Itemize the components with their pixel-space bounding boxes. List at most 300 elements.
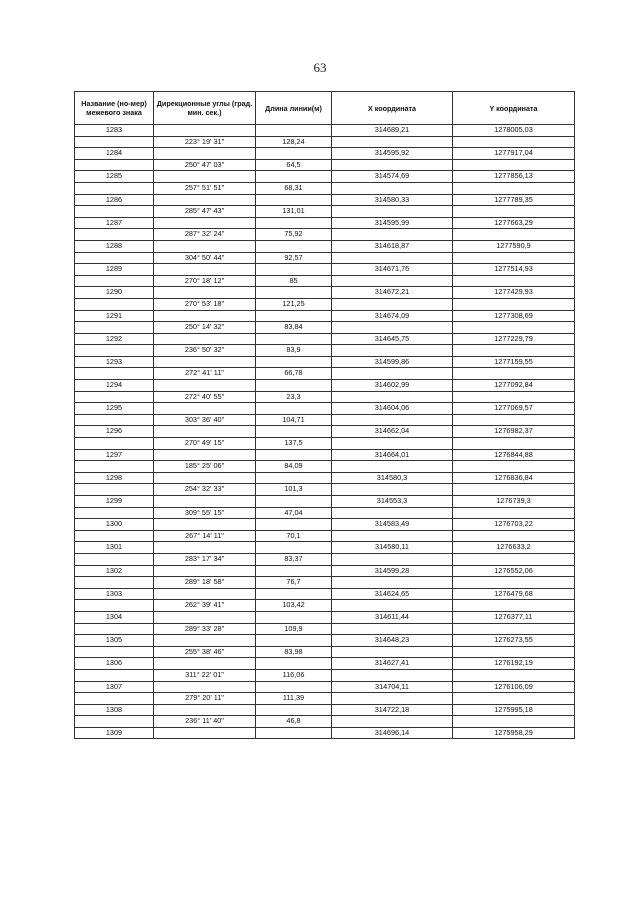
- line-length: 83,9: [256, 345, 332, 357]
- table-row-segment: [75, 507, 575, 519]
- point-name: 1299: [75, 496, 154, 508]
- line-length: 66,78: [256, 368, 332, 380]
- table-row-point: [75, 380, 575, 392]
- empty-cell: [332, 322, 453, 334]
- empty-cell: [256, 565, 332, 577]
- empty-cell: [453, 438, 575, 450]
- empty-cell: [154, 588, 256, 600]
- directional-angle: 185° 25' 06": [154, 461, 256, 473]
- x-coordinate: 314574,69: [332, 171, 453, 183]
- line-length: 23,3: [256, 391, 332, 403]
- table-row-point: [75, 704, 575, 716]
- empty-cell: [256, 658, 332, 670]
- directional-angle: 270° 49' 15": [154, 438, 256, 450]
- directional-angle: 287° 32' 24": [154, 229, 256, 241]
- x-coordinate: 314604,06: [332, 403, 453, 415]
- table-row-segment: [75, 438, 575, 450]
- directional-angle: 270° 53' 18": [154, 298, 256, 310]
- line-length: 46,8: [256, 716, 332, 728]
- y-coordinate: 1277092,84: [453, 380, 575, 392]
- empty-cell: [75, 136, 154, 148]
- page-number: 63: [313, 60, 327, 75]
- empty-cell: [75, 577, 154, 589]
- empty-cell: [154, 356, 256, 368]
- empty-cell: [75, 414, 154, 426]
- empty-cell: [75, 438, 154, 450]
- point-name: 1287: [75, 217, 154, 229]
- empty-cell: [453, 414, 575, 426]
- table-row-point: [75, 658, 575, 670]
- x-coordinate: 314671,76: [332, 264, 453, 276]
- directional-angle: 255° 38' 46": [154, 646, 256, 658]
- line-length: 116,06: [256, 669, 332, 681]
- directional-angle: 283° 17' 34": [154, 553, 256, 565]
- empty-cell: [332, 368, 453, 380]
- table-row-segment: [75, 693, 575, 705]
- x-coordinate: 314704,11: [332, 681, 453, 693]
- point-name: 1293: [75, 356, 154, 368]
- empty-cell: [332, 182, 453, 194]
- directional-angle: 267° 14' 11": [154, 530, 256, 542]
- table-row-point: [75, 403, 575, 415]
- directional-angle: 250° 47' 03": [154, 159, 256, 171]
- table-row-point: [75, 194, 575, 206]
- empty-cell: [453, 669, 575, 681]
- line-length: 83,84: [256, 322, 332, 334]
- y-coordinate: 1277429,93: [453, 287, 575, 299]
- table-row-point: [75, 426, 575, 438]
- empty-cell: [154, 519, 256, 531]
- empty-cell: [154, 635, 256, 647]
- empty-cell: [453, 600, 575, 612]
- empty-cell: [332, 438, 453, 450]
- empty-cell: [256, 449, 332, 461]
- empty-cell: [256, 240, 332, 252]
- empty-cell: [256, 310, 332, 322]
- empty-cell: [75, 391, 154, 403]
- line-length: 84,09: [256, 461, 332, 473]
- empty-cell: [453, 716, 575, 728]
- empty-cell: [332, 553, 453, 565]
- table-row-point: [75, 588, 575, 600]
- empty-cell: [453, 484, 575, 496]
- y-coordinate: 1276479,68: [453, 588, 575, 600]
- y-coordinate: 1278005,03: [453, 125, 575, 137]
- table-row-segment: [75, 553, 575, 565]
- empty-cell: [332, 646, 453, 658]
- line-length: 75,92: [256, 229, 332, 241]
- empty-cell: [154, 125, 256, 137]
- x-coordinate: 314553,3: [332, 496, 453, 508]
- empty-cell: [453, 623, 575, 635]
- line-length: 68,31: [256, 182, 332, 194]
- point-name: 1309: [75, 727, 154, 739]
- line-length: 47,04: [256, 507, 332, 519]
- table-header-row: [75, 92, 575, 125]
- x-coordinate: 314722,18: [332, 704, 453, 716]
- empty-cell: [332, 600, 453, 612]
- table-row-point: [75, 240, 575, 252]
- empty-cell: [332, 461, 453, 473]
- directional-angle: 309° 55' 15": [154, 507, 256, 519]
- empty-cell: [453, 159, 575, 171]
- empty-cell: [154, 542, 256, 554]
- empty-cell: [332, 391, 453, 403]
- table-row-segment: [75, 136, 575, 148]
- point-name: 1300: [75, 519, 154, 531]
- table-row-point: [75, 565, 575, 577]
- empty-cell: [154, 704, 256, 716]
- header-angles: Дирекционные углы (град. мин. сек.): [154, 92, 256, 125]
- empty-cell: [154, 472, 256, 484]
- header-name: Название (но-мер) межевого знака: [75, 92, 154, 125]
- empty-cell: [154, 287, 256, 299]
- x-coordinate: 314645,75: [332, 333, 453, 345]
- empty-cell: [332, 252, 453, 264]
- empty-cell: [75, 507, 154, 519]
- x-coordinate: 314618,87: [332, 240, 453, 252]
- table-row-segment: [75, 182, 575, 194]
- y-coordinate: 1277159,55: [453, 356, 575, 368]
- point-name: 1308: [75, 704, 154, 716]
- table-row-segment: [75, 669, 575, 681]
- point-name: 1285: [75, 171, 154, 183]
- empty-cell: [75, 461, 154, 473]
- empty-cell: [256, 264, 332, 276]
- point-name: 1290: [75, 287, 154, 299]
- header-x: X координата: [332, 92, 453, 125]
- empty-cell: [256, 148, 332, 160]
- directional-angle: 279° 20' 11": [154, 693, 256, 705]
- y-coordinate: 1277590,9: [453, 240, 575, 252]
- directional-angle: 262° 39' 41": [154, 600, 256, 612]
- line-length: 137,5: [256, 438, 332, 450]
- empty-cell: [75, 669, 154, 681]
- x-coordinate: 314580,33: [332, 194, 453, 206]
- empty-cell: [154, 333, 256, 345]
- x-coordinate: 314611,44: [332, 611, 453, 623]
- y-coordinate: 1276106,09: [453, 681, 575, 693]
- table-row-point: [75, 611, 575, 623]
- empty-cell: [256, 635, 332, 647]
- directional-angle: 272° 40' 55": [154, 391, 256, 403]
- empty-cell: [154, 194, 256, 206]
- point-name: 1298: [75, 472, 154, 484]
- empty-cell: [453, 182, 575, 194]
- empty-cell: [154, 611, 256, 623]
- table-row-point: [75, 496, 575, 508]
- empty-cell: [332, 716, 453, 728]
- line-length: 76,7: [256, 577, 332, 589]
- table-row-segment: [75, 577, 575, 589]
- line-length: 64,5: [256, 159, 332, 171]
- point-name: 1294: [75, 380, 154, 392]
- line-length: 83,98: [256, 646, 332, 658]
- line-length: 128,24: [256, 136, 332, 148]
- empty-cell: [154, 565, 256, 577]
- directional-angle: 254° 32' 33": [154, 484, 256, 496]
- x-coordinate: 314599,86: [332, 356, 453, 368]
- empty-cell: [256, 125, 332, 137]
- header-y: Y координата: [453, 92, 575, 125]
- empty-cell: [453, 322, 575, 334]
- table-row-point: [75, 472, 575, 484]
- table-row-point: [75, 519, 575, 531]
- y-coordinate: 1276739,3: [453, 496, 575, 508]
- directional-angle: 257° 51' 51": [154, 182, 256, 194]
- empty-cell: [453, 646, 575, 658]
- table-row-segment: [75, 716, 575, 728]
- table-row-segment: [75, 600, 575, 612]
- coordinates-table: [74, 91, 575, 739]
- table-row-point: [75, 727, 575, 739]
- empty-cell: [256, 542, 332, 554]
- y-coordinate: 1277069,57: [453, 403, 575, 415]
- point-name: 1305: [75, 635, 154, 647]
- directional-angle: 236° 50' 32": [154, 345, 256, 357]
- line-length: 131,01: [256, 206, 332, 218]
- table-row-segment: [75, 322, 575, 334]
- line-length: 70,1: [256, 530, 332, 542]
- x-coordinate: 314599,28: [332, 565, 453, 577]
- point-name: 1302: [75, 565, 154, 577]
- point-name: 1303: [75, 588, 154, 600]
- x-coordinate: 314672,21: [332, 287, 453, 299]
- empty-cell: [256, 356, 332, 368]
- empty-cell: [75, 252, 154, 264]
- empty-cell: [453, 206, 575, 218]
- empty-cell: [332, 345, 453, 357]
- table-row-point: [75, 635, 575, 647]
- y-coordinate: 1277856,13: [453, 171, 575, 183]
- coordinates-table-container: [74, 91, 574, 739]
- empty-cell: [154, 217, 256, 229]
- empty-cell: [453, 693, 575, 705]
- empty-cell: [332, 206, 453, 218]
- directional-angle: 270° 18' 12": [154, 275, 256, 287]
- y-coordinate: 1276273,55: [453, 635, 575, 647]
- point-name: 1306: [75, 658, 154, 670]
- empty-cell: [453, 368, 575, 380]
- line-length: 104,71: [256, 414, 332, 426]
- table-row-point: [75, 310, 575, 322]
- point-name: 1295: [75, 403, 154, 415]
- line-length: 92,57: [256, 252, 332, 264]
- empty-cell: [154, 449, 256, 461]
- y-coordinate: 1275958,29: [453, 727, 575, 739]
- empty-cell: [332, 159, 453, 171]
- point-name: 1307: [75, 681, 154, 693]
- empty-cell: [256, 194, 332, 206]
- empty-cell: [332, 577, 453, 589]
- empty-cell: [256, 588, 332, 600]
- empty-cell: [256, 380, 332, 392]
- empty-cell: [332, 669, 453, 681]
- empty-cell: [154, 496, 256, 508]
- empty-cell: [332, 136, 453, 148]
- directional-angle: 250° 14' 32": [154, 322, 256, 334]
- line-length: 111,39: [256, 693, 332, 705]
- empty-cell: [154, 681, 256, 693]
- table-row-segment: [75, 368, 575, 380]
- point-name: 1284: [75, 148, 154, 160]
- empty-cell: [75, 553, 154, 565]
- y-coordinate: 1276703,22: [453, 519, 575, 531]
- empty-cell: [75, 298, 154, 310]
- empty-cell: [75, 716, 154, 728]
- empty-cell: [256, 333, 332, 345]
- empty-cell: [256, 426, 332, 438]
- table-row-segment: [75, 159, 575, 171]
- empty-cell: [154, 403, 256, 415]
- empty-cell: [453, 275, 575, 287]
- empty-cell: [332, 298, 453, 310]
- empty-cell: [332, 414, 453, 426]
- empty-cell: [154, 171, 256, 183]
- line-length: 109,9: [256, 623, 332, 635]
- y-coordinate: 1276192,19: [453, 658, 575, 670]
- table-row-segment: [75, 391, 575, 403]
- table-row-point: [75, 681, 575, 693]
- empty-cell: [453, 229, 575, 241]
- directional-angle: 236° 11' 40": [154, 716, 256, 728]
- empty-cell: [332, 623, 453, 635]
- point-name: 1283: [75, 125, 154, 137]
- y-coordinate: 1276377,11: [453, 611, 575, 623]
- x-coordinate: 314595,99: [332, 217, 453, 229]
- table-row-segment: [75, 623, 575, 635]
- line-length: 101,3: [256, 484, 332, 496]
- directional-angle: 223° 19' 31": [154, 136, 256, 148]
- table-row-segment: [75, 345, 575, 357]
- point-name: 1289: [75, 264, 154, 276]
- empty-cell: [256, 519, 332, 531]
- point-name: 1301: [75, 542, 154, 554]
- empty-cell: [453, 136, 575, 148]
- point-name: 1296: [75, 426, 154, 438]
- empty-cell: [453, 298, 575, 310]
- empty-cell: [332, 530, 453, 542]
- y-coordinate: 1277917,04: [453, 148, 575, 160]
- line-length: 83,37: [256, 553, 332, 565]
- y-coordinate: 1276836,84: [453, 472, 575, 484]
- table-row-point: [75, 287, 575, 299]
- x-coordinate: 314624,65: [332, 588, 453, 600]
- table-row-segment: [75, 229, 575, 241]
- point-name: 1286: [75, 194, 154, 206]
- directional-angle: 303° 36' 40": [154, 414, 256, 426]
- table-row-segment: [75, 414, 575, 426]
- empty-cell: [154, 658, 256, 670]
- directional-angle: 289° 33' 28": [154, 623, 256, 635]
- empty-cell: [453, 345, 575, 357]
- empty-cell: [75, 159, 154, 171]
- empty-cell: [75, 345, 154, 357]
- empty-cell: [453, 391, 575, 403]
- empty-cell: [256, 611, 332, 623]
- y-coordinate: 1276982,37: [453, 426, 575, 438]
- empty-cell: [154, 148, 256, 160]
- empty-cell: [256, 287, 332, 299]
- point-name: 1292: [75, 333, 154, 345]
- directional-angle: 289° 18' 58": [154, 577, 256, 589]
- table-row-segment: [75, 275, 575, 287]
- y-coordinate: 1276844,88: [453, 449, 575, 461]
- table-row-point: [75, 148, 575, 160]
- empty-cell: [256, 681, 332, 693]
- empty-cell: [154, 240, 256, 252]
- table-row-segment: [75, 206, 575, 218]
- x-coordinate: 314580,3: [332, 472, 453, 484]
- x-coordinate: 314696,14: [332, 727, 453, 739]
- empty-cell: [256, 727, 332, 739]
- y-coordinate: 1277229,79: [453, 333, 575, 345]
- empty-cell: [332, 229, 453, 241]
- empty-cell: [256, 496, 332, 508]
- empty-cell: [453, 553, 575, 565]
- point-name: 1297: [75, 449, 154, 461]
- empty-cell: [75, 484, 154, 496]
- empty-cell: [75, 206, 154, 218]
- table-row-segment: [75, 252, 575, 264]
- x-coordinate: 314689,21: [332, 125, 453, 137]
- x-coordinate: 314664,01: [332, 449, 453, 461]
- y-coordinate: 1277663,29: [453, 217, 575, 229]
- line-length: 85: [256, 275, 332, 287]
- table-row-segment: [75, 530, 575, 542]
- point-name: 1288: [75, 240, 154, 252]
- empty-cell: [453, 507, 575, 519]
- directional-angle: 304° 50' 44": [154, 252, 256, 264]
- empty-cell: [75, 693, 154, 705]
- table-row-point: [75, 356, 575, 368]
- empty-cell: [154, 310, 256, 322]
- empty-cell: [453, 461, 575, 473]
- y-coordinate: 1275995,18: [453, 704, 575, 716]
- empty-cell: [453, 577, 575, 589]
- line-length: 121,25: [256, 298, 332, 310]
- empty-cell: [256, 403, 332, 415]
- empty-cell: [154, 426, 256, 438]
- table-row-point: [75, 264, 575, 276]
- empty-cell: [75, 275, 154, 287]
- empty-cell: [256, 472, 332, 484]
- x-coordinate: 314648,23: [332, 635, 453, 647]
- y-coordinate: 1276633,2: [453, 542, 575, 554]
- empty-cell: [453, 530, 575, 542]
- x-coordinate: 314627,41: [332, 658, 453, 670]
- empty-cell: [75, 322, 154, 334]
- x-coordinate: 314662,04: [332, 426, 453, 438]
- table-row-segment: [75, 646, 575, 658]
- empty-cell: [453, 252, 575, 264]
- table-body: [75, 125, 575, 739]
- empty-cell: [75, 182, 154, 194]
- directional-angle: 311° 22' 01": [154, 669, 256, 681]
- x-coordinate: 314674,09: [332, 310, 453, 322]
- empty-cell: [154, 264, 256, 276]
- table-row-point: [75, 217, 575, 229]
- line-length: 103,42: [256, 600, 332, 612]
- point-name: 1304: [75, 611, 154, 623]
- empty-cell: [75, 600, 154, 612]
- table-row-segment: [75, 298, 575, 310]
- point-name: 1291: [75, 310, 154, 322]
- x-coordinate: 314595,92: [332, 148, 453, 160]
- empty-cell: [75, 530, 154, 542]
- x-coordinate: 314580,11: [332, 542, 453, 554]
- empty-cell: [332, 693, 453, 705]
